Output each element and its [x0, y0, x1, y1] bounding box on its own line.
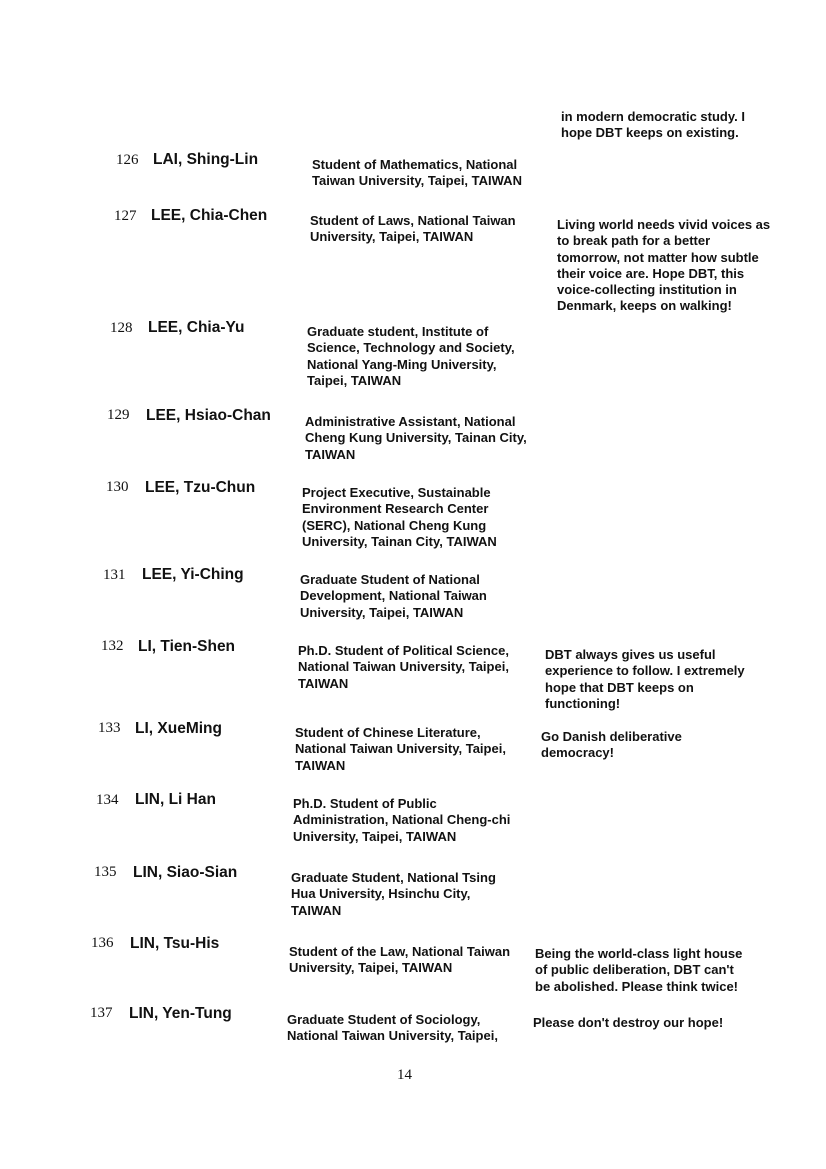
entry-number: 126	[116, 152, 139, 168]
entry-affiliation: Student of Laws, National Taiwan University, Taipei, TAIWAN	[310, 213, 516, 245]
entry-comment: DBT always gives us useful experience to follow. I extremely hope that DBT keeps on functioning!	[545, 647, 745, 711]
entry-affiliation: Graduate Student of National Development, National Taiwan University, Taipei, TAIWAN	[300, 572, 487, 620]
entry-comment: Please don't destroy our hope!	[533, 1015, 724, 1030]
entry-number: 132	[101, 638, 124, 654]
entry-number: 130	[106, 479, 129, 495]
entry-name: LEE, Yi-Ching	[142, 566, 244, 583]
entry-affiliation: Graduate student, Institute of Science, Technology and Society, National Yang-Ming University, Taipei, TAIWAN	[307, 324, 515, 388]
entry-affiliation: Student of Mathematics, National Taiwan University, Taipei, TAIWAN	[312, 157, 522, 189]
entry-number: 128	[110, 320, 133, 336]
entry-affiliation: Administrative Assistant, National Cheng Kung University, Tainan City, TAIWAN	[305, 414, 527, 462]
entry-number: 136	[91, 935, 114, 951]
entry-affiliation: Student of Chinese Literature, National Taiwan University, Taipei, TAIWAN	[295, 725, 506, 773]
entry-number: 135	[94, 864, 117, 880]
entry-number: 129	[107, 407, 130, 423]
entry-name: LEE, Tzu-Chun	[145, 479, 256, 496]
entry-name: LI, XueMing	[135, 720, 222, 737]
entry-name: LIN, Li Han	[135, 791, 216, 808]
entry-name: LIN, Siao-Sian	[133, 864, 238, 881]
page-number: 14	[397, 1067, 412, 1083]
entry-name: LEE, Chia-Yu	[148, 319, 245, 336]
entry-affiliation: Graduate Student of Sociology, National Taiwan University, Taipei,	[287, 1012, 498, 1044]
entry-affiliation: Graduate Student, National Tsing Hua University, Hsinchu City, TAIWAN	[291, 870, 496, 918]
entry-name: LAI, Shing-Lin	[153, 151, 259, 168]
entry-comment: Living world needs vivid voices as to break path for a better tomorrow, not matter how subtle their voice are. Hope DBT, this voice-collecting institution in Denmark, keeps on walking!	[557, 217, 771, 314]
entry-name: LEE, Hsiao-Chan	[146, 407, 271, 424]
entry-number: 134	[96, 792, 119, 808]
entry-number: 133	[98, 720, 121, 736]
entry-comment: Being the world-class light house of public deliberation, DBT can't be abolished. Please think twice!	[535, 946, 743, 994]
entry-name: LIN, Yen-Tung	[129, 1005, 232, 1022]
entry-affiliation: Project Executive, Sustainable Environment Research Center (SERC), National Cheng Kung University, Tainan City, TAIWAN	[302, 485, 497, 549]
entry-affiliation: Ph.D. Student of Political Science, National Taiwan University, Taipei, TAIWAN	[298, 643, 509, 691]
entry-name: LIN, Tsu-His	[130, 935, 220, 952]
entry-name: LI, Tien-Shen	[138, 638, 236, 655]
entry-number: 127	[114, 208, 137, 224]
entry-affiliation: Ph.D. Student of Public Administration, National Cheng-chi University, Taipei, TAIWAN	[293, 796, 511, 844]
entry-number: 137	[90, 1005, 113, 1021]
entry-affiliation: Student of the Law, National Taiwan University, Taipei, TAIWAN	[289, 944, 511, 976]
entry-name: LEE, Chia-Chen	[151, 207, 268, 224]
entry-comment: Go Danish deliberative democracy!	[541, 729, 682, 761]
entry-number: 131	[103, 567, 126, 583]
continued-comment: in modern democratic study. I hope DBT keeps on existing.	[561, 109, 745, 141]
